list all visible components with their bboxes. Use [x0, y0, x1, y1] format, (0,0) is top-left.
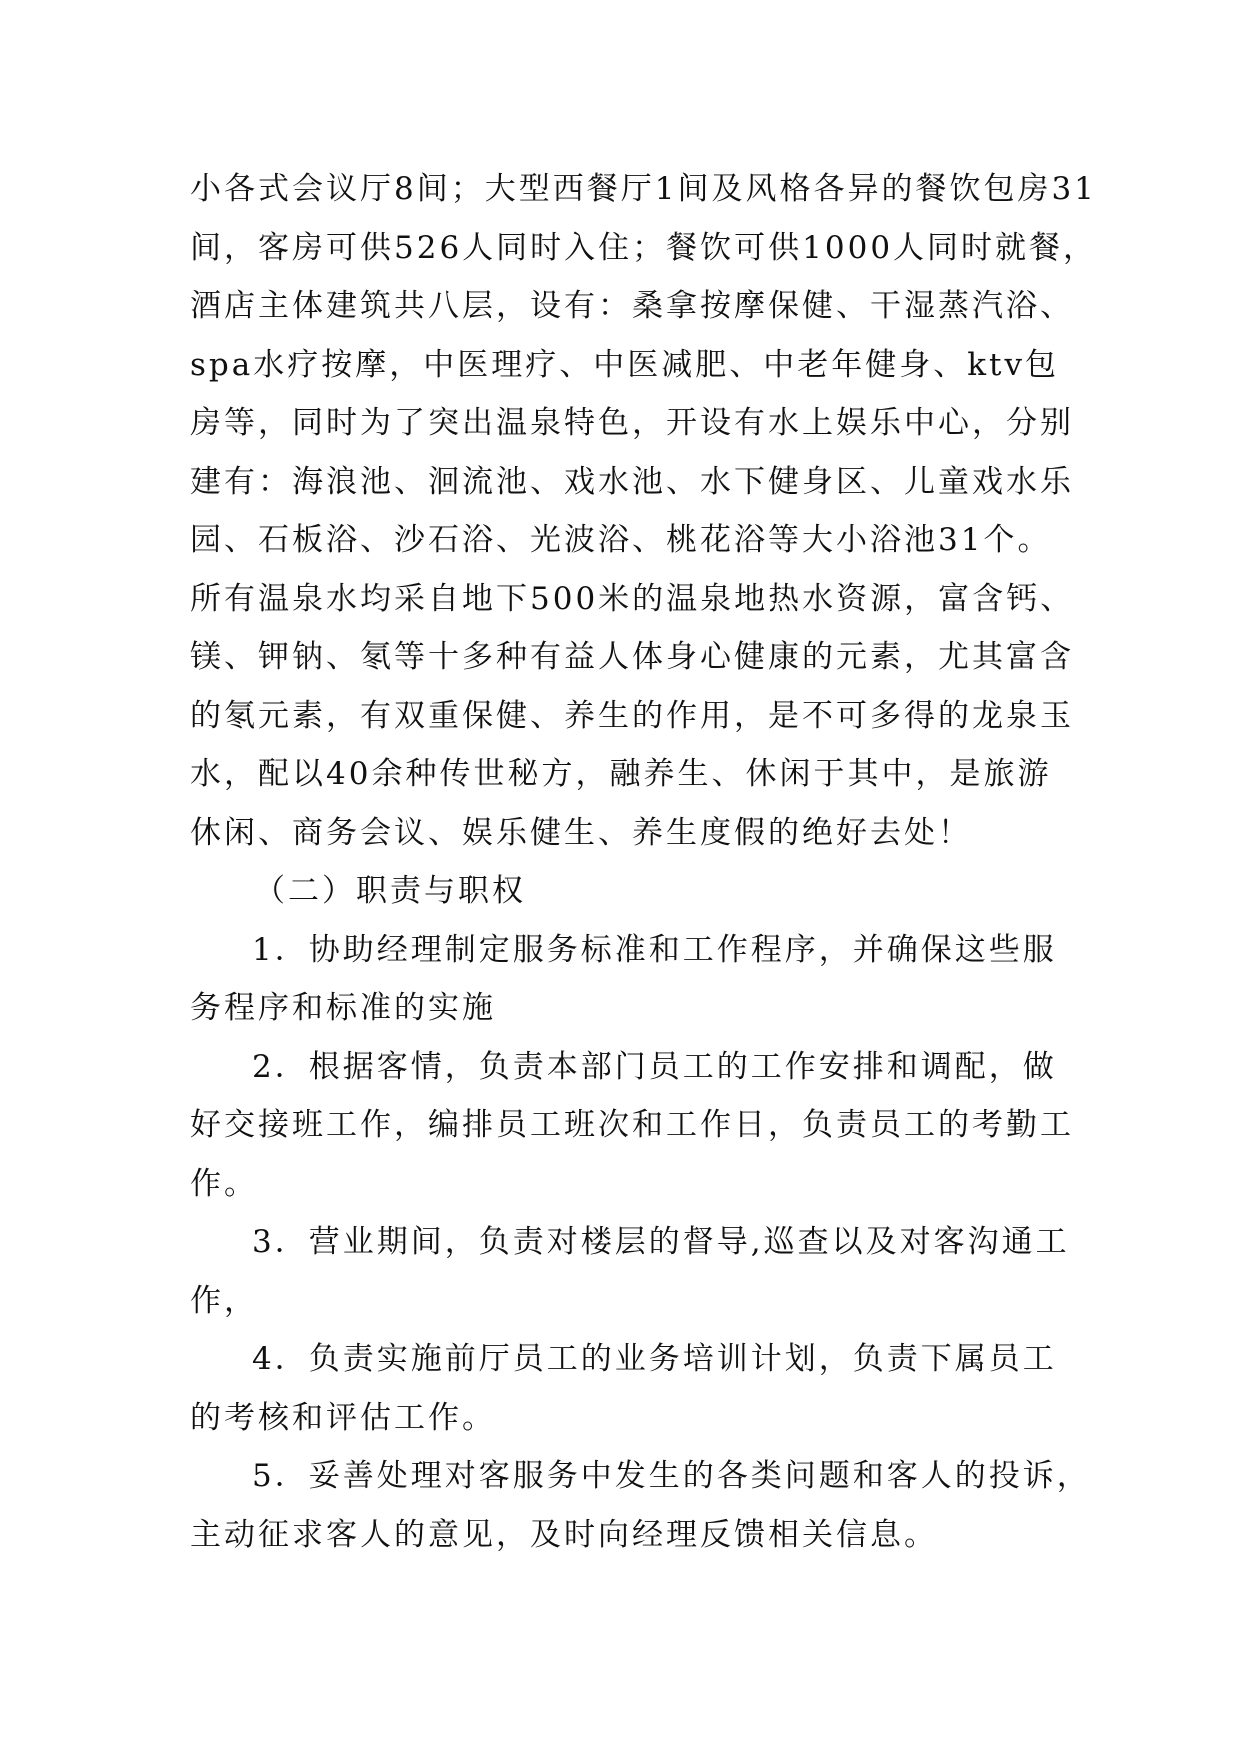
text-line: 好交接班工作，编排员工班次和工作日，负责员工的考勤工 — [190, 1107, 1074, 1143]
text-line: 5．妥善处理对客服务中发生的各类问题和客人的投诉， — [252, 1458, 1091, 1494]
text-line: 镁、钾钠、氡等十多种有益人体身心健康的元素，尤其富含 — [190, 639, 1074, 675]
text-line: 房等，同时为了突出温泉特色，开设有水上娱乐中心，分别 — [190, 405, 1074, 441]
duty-item-3 — [190, 1213, 1070, 1330]
text-line: 间，客房可供526人同时入住；餐饮可供1000人同时就餐， — [190, 229, 1098, 266]
text-line: 1．协助经理制定服务标准和工作程序，并确保这些服 — [252, 931, 1057, 968]
text-line: 4．负责实施前厅员工的业务培训计划，负责下属员工 — [252, 1341, 1057, 1377]
duty-item-4 — [190, 1330, 1070, 1447]
text-line: 主动征求客人的意见，及时向经理反馈相关信息。 — [190, 1516, 938, 1553]
duty-item-1 — [190, 921, 1070, 1038]
text-line: 小各式会议厅8间；大型西餐厅1间及风格各异的餐饮包房31 — [190, 171, 1097, 207]
text-line: 作。 — [190, 1165, 258, 1202]
intro-paragraph — [190, 160, 1098, 862]
duty-item-5 — [190, 1447, 1091, 1564]
text-line: 酒店主体建筑共八层，设有：桑拿按摩保健、干湿蒸汽浴、 — [190, 288, 1074, 324]
text-line: 所有温泉水均采自地下500米的温泉地热水资源，富含钙、 — [190, 580, 1075, 617]
text-line: 的氡元素，有双重保健、养生的作用，是不可多得的龙泉玉 — [190, 697, 1074, 734]
text-line: 作， — [190, 1282, 258, 1319]
text-line: 3．营业期间，负责对楼层的督导,巡查以及对客沟通工 — [252, 1224, 1070, 1260]
text-line: 2．根据客情，负责本部门员工的工作安排和调配，做 — [252, 1048, 1057, 1085]
section-heading: （二）职责与职权 — [254, 873, 526, 909]
duty-item-2 — [190, 1038, 1074, 1214]
body-text — [190, 160, 1098, 1564]
text-line: 园、石板浴、沙石浴、光波浴、桃花浴等大小浴池31个。 — [190, 522, 1052, 558]
text-line: 水，配以40余种传世秘方，融养生、休闲于其中，是旅游 — [190, 756, 1052, 792]
text-line: 建有：海浪池、洄流池、戏水池、水下健身区、儿童戏水乐 — [190, 463, 1074, 500]
text-line: 的考核和评估工作。 — [190, 1399, 496, 1436]
text-line: 休闲、商务会议、娱乐健生、养生度假的绝好去处！ — [190, 814, 972, 851]
text-line: spa水疗按摩，中医理疗、中医减肥、中老年健身、ktv包 — [190, 346, 1059, 383]
text-line: 务程序和标准的实施 — [190, 990, 496, 1026]
